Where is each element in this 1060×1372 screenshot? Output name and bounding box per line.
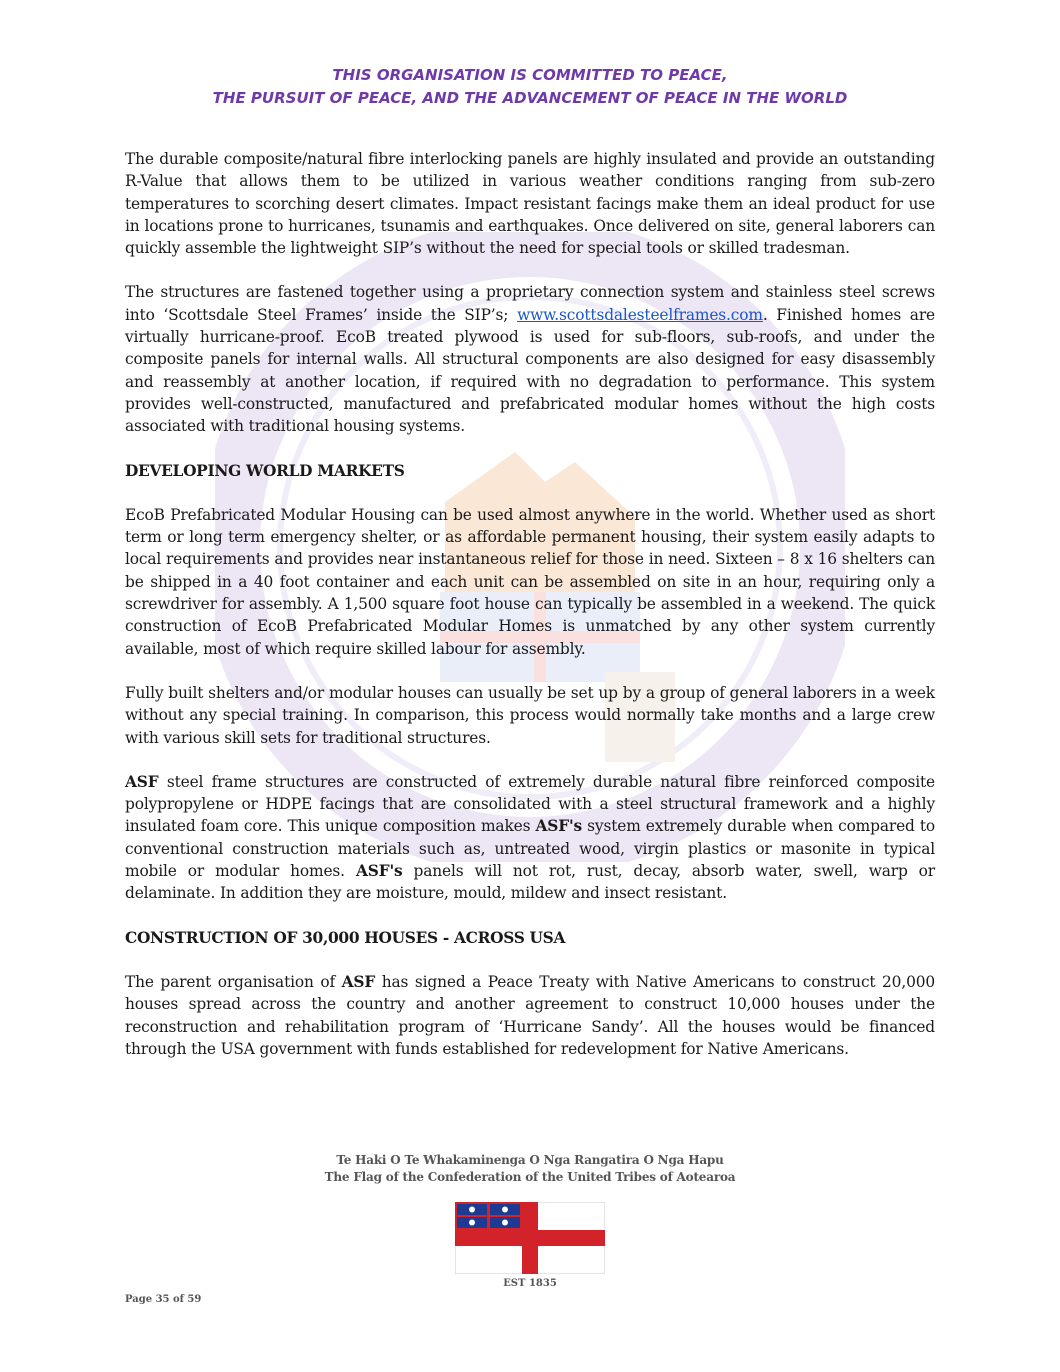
paragraph-ecob-housing: EcoB Prefabricated Modular Housing can be used almost anywhere in the world. Whether used as short term or long term emergency shelter, or as affordable permanent housing, their system easily adapts to local requirements and provides near instantaneous relief for those in need. Sixteen – 8 x 16 shelters can be shipped in a 40 foot container and each unit can be assembled on site in an hour, requiring only a screwdriver for assembly. A 1,500 square foot house can typically be assembled in a weekend. The quick construction of EcoB Prefabricated Modular Homes is unmatched by any other system currently available, most of which require skilled labour for assembly. bbox=[125, 505, 935, 658]
paragraph-peace-treaty: The parent organisation of ASF has signed a Peace Treaty with Native Americans to construct 20,000 houses spread across the country and another agreement to construct 10,000 houses under the reconstruction and rehabilitation program of ‘Hurricane Sandy’. All the houses would be financed through the USA government with funds established for redevelopment for Native Americans. bbox=[125, 972, 935, 1058]
heading-developing-world-markets: DEVELOPING WORLD MARKETS bbox=[125, 461, 405, 480]
est-label: EST 1835 bbox=[503, 1278, 557, 1289]
united-tribes-flag-icon bbox=[455, 1202, 605, 1274]
paragraph-shelters: Fully built shelters and/or modular houses can usually be set up by a group of general laborers in a week without any special training. In comparison, this process would normally take months and a large crew with various skill sets for traditional structures. bbox=[125, 683, 935, 747]
scottsdale-link[interactable]: www.scottsdalesteelframes.com bbox=[517, 305, 763, 324]
page-number: Page 35 of 59 bbox=[125, 1294, 202, 1305]
paragraph-structures: The structures are fastened together using a proprietary connection system and stainless steel screws into ‘Scottsdale Steel Frames’ inside the SIP’s; www.scottsdalesteelframes.com. Finished homes are virtually hurricane-proof. EcoB treated plywood is used for sub-floors, sub-roofs, and under the composite panels for internal walls. All structural components are also designed for easy disassembly and reassembly at another location, if required with no degradation to performance. This system provides well-constructed, manufactured and prefabricated modular homes without the high costs associated with traditional housing systems. bbox=[125, 283, 935, 436]
header-line-2: THE PURSUIT OF PEACE, AND THE ADVANCEMENT OF PEACE IN THE WORLD bbox=[212, 89, 848, 107]
paragraph-asf-frames: ASF steel frame structures are constructed of extremely durable natural fibre reinforced composite polypropylene or HDPE facings that are consolidated with a steel structural framework and a highly insulated foam core. This unique composition makes ASF's system extremely durable when compared to conventional construction materials such as, untreated wood, virgin plastics or masonite in typical mobile or modular homes. ASF's panels will not rot, rust, decay, absorb water, swell, warp or delaminate. In addition they are moisture, mould, mildew and insect resistant. bbox=[125, 772, 935, 903]
header-line-1: THIS ORGANISATION IS COMMITTED TO PEACE, bbox=[332, 66, 728, 84]
header-motto bbox=[0, 64, 1060, 110]
document-body bbox=[125, 148, 935, 1060]
footer-line-2: The Flag of the Confederation of the United Tribes of Aotearoa bbox=[324, 1170, 736, 1184]
paragraph-panels: The durable composite/natural fibre interlocking panels are highly insulated and provide an outstanding R-Value that allows them to be utilized in various weather conditions ranging from sub-zero temperatures to scorching desert climates. Impact resistant facings make them an ideal product for use in locations prone to hurricanes, tsunamis and earthquakes. Once delivered on site, general laborers can quickly assemble the lightweight SIP’s without the need for special tools or skilled tradesman. bbox=[125, 150, 935, 258]
heading-construction-usa: CONSTRUCTION OF 30,000 HOUSES - ACROSS USA bbox=[125, 928, 566, 947]
footer bbox=[0, 1152, 1060, 1289]
footer-line-1: Te Haki O Te Whakaminenga O Nga Rangatira O Nga Hapu bbox=[336, 1153, 724, 1167]
